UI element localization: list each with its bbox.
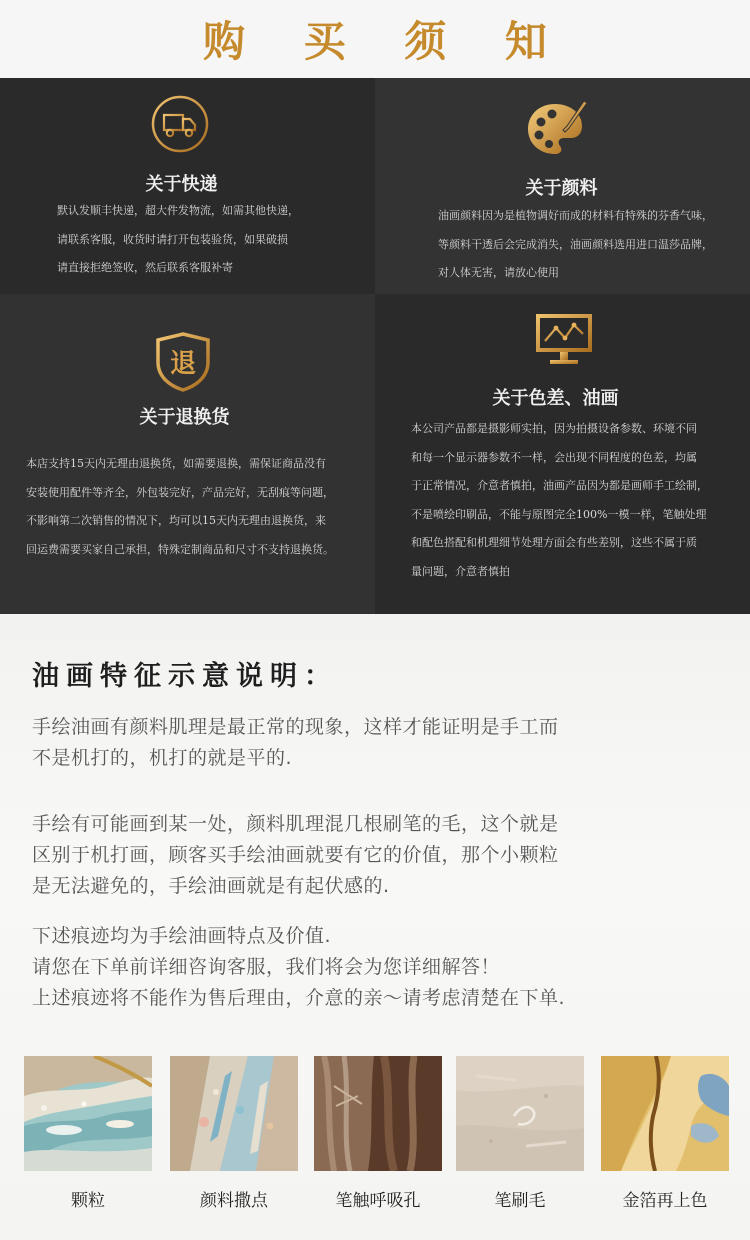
features-section [0,614,750,1240]
sample-label: 金箔再上色 [622,1191,708,1211]
return-shield-icon [155,332,211,392]
paragraph-line: 请您在下单前详细咨询客服，我们将会为您详细解答！ [32,956,501,978]
color-text [411,415,708,586]
color-line: 本公司产品都是摄影师实拍，因为拍摄设备参数、环境不同 [411,422,697,435]
sample-spatter-image [170,1056,298,1171]
sample-label: 颜料撒点 [200,1191,268,1211]
monitor-chart-icon [534,312,594,368]
sample-granules-image [24,1056,152,1171]
returns-line: 本店支持15天内无理由退换货，如需要退换，需保证商品没有 [26,457,326,470]
color-title: 关于色差、油画 [492,388,619,409]
palette-icon [525,100,591,158]
returns-panel [0,294,375,614]
paragraph-line: 上述痕迹将不能作为售后理由，介意的亲～请考虑清楚在下单. [32,987,566,1009]
color-line: 于正常情况，介意者慎拍，油画产品因为都是画师手工绘制， [411,479,708,492]
paint-text [438,202,713,288]
color-line: 不是喷绘印刷品，不能与原图完全100%一模一样，笔触处理 [411,507,707,521]
paragraph-line: 是无法避免的，手绘油画就是有起伏感的. [32,875,390,897]
features-title: 油画特征示意说明： [32,661,338,692]
paint-panel [375,78,750,294]
shipping-line: 请直接拒绝签收，然后联系客服补寄 [57,261,233,274]
color-panel [375,294,750,614]
shipping-line: 默认发顺丰快递，超大件发物流，如需其他快递， [57,204,299,217]
sample-label: 笔触呼吸孔 [335,1191,421,1211]
paint-line: 对人体无害，请放心使用 [438,266,559,279]
truck-icon [151,95,209,153]
shipping-title: 关于快递 [145,174,218,195]
paragraph-line: 不是机打的，机打的就是平的. [32,747,293,769]
page-title: 购 买 须 知 [203,17,569,66]
shipping-panel [0,78,375,294]
sample-pores-image [314,1056,442,1171]
paragraph-line: 下述痕迹均为手绘油画特点及价值. [32,925,332,947]
paragraph-line: 手绘有可能画到某一处，颜料肌理混几根刷笔的毛，这个就是 [32,813,559,835]
sample-brush-hair-image [456,1056,584,1171]
features-paragraph-3 [32,921,565,1014]
features-paragraph-1 [32,712,559,774]
header-banner [0,0,750,78]
sample-gold-foil-image [601,1056,729,1171]
paragraph-line: 区别于机打画，顾客买手绘油画就要有它的价值，那个小颗粒 [32,844,559,866]
returns-line: 不影响第二次销售的情况下，均可以15天内无理由退换货，来 [26,514,326,527]
paint-line: 油画颜料因为是植物调好而成的材料有特殊的芬香气味， [438,209,713,222]
shipping-line: 请联系客服，收货时请打开包装验货，如果破损 [57,232,288,246]
returns-line: 安装使用配件等齐全，外包装完好，产品完好，无刮痕等问题， [26,485,334,499]
paint-title: 关于颜料 [525,178,598,199]
paint-line: 等颜料干透后会完成消失，油画颜料选用进口温莎品牌， [438,237,713,251]
paragraph-line: 手绘油画有颜料肌理是最正常的现象，这样才能证明是手工而 [32,716,559,738]
color-line: 和配色搭配和机理细节处理方面会有些差别，这些不属于质 [411,536,697,549]
color-line: 量问题，介意者慎拍 [411,564,510,578]
returns-line: 回运费需要买家自己承担，特殊定制商品和尺寸不支持退换货。 [26,542,334,556]
color-line: 和每一个显示器参数不一样，会出现不同程度的色差，均属 [411,450,697,464]
returns-title: 关于退换货 [139,407,230,428]
returns-text [26,450,334,564]
sample-label: 笔刷毛 [494,1191,546,1211]
return-char: 退 [169,349,196,379]
sample-label: 颗粒 [71,1191,105,1211]
shipping-text [57,197,299,283]
features-paragraph-2 [32,809,559,902]
